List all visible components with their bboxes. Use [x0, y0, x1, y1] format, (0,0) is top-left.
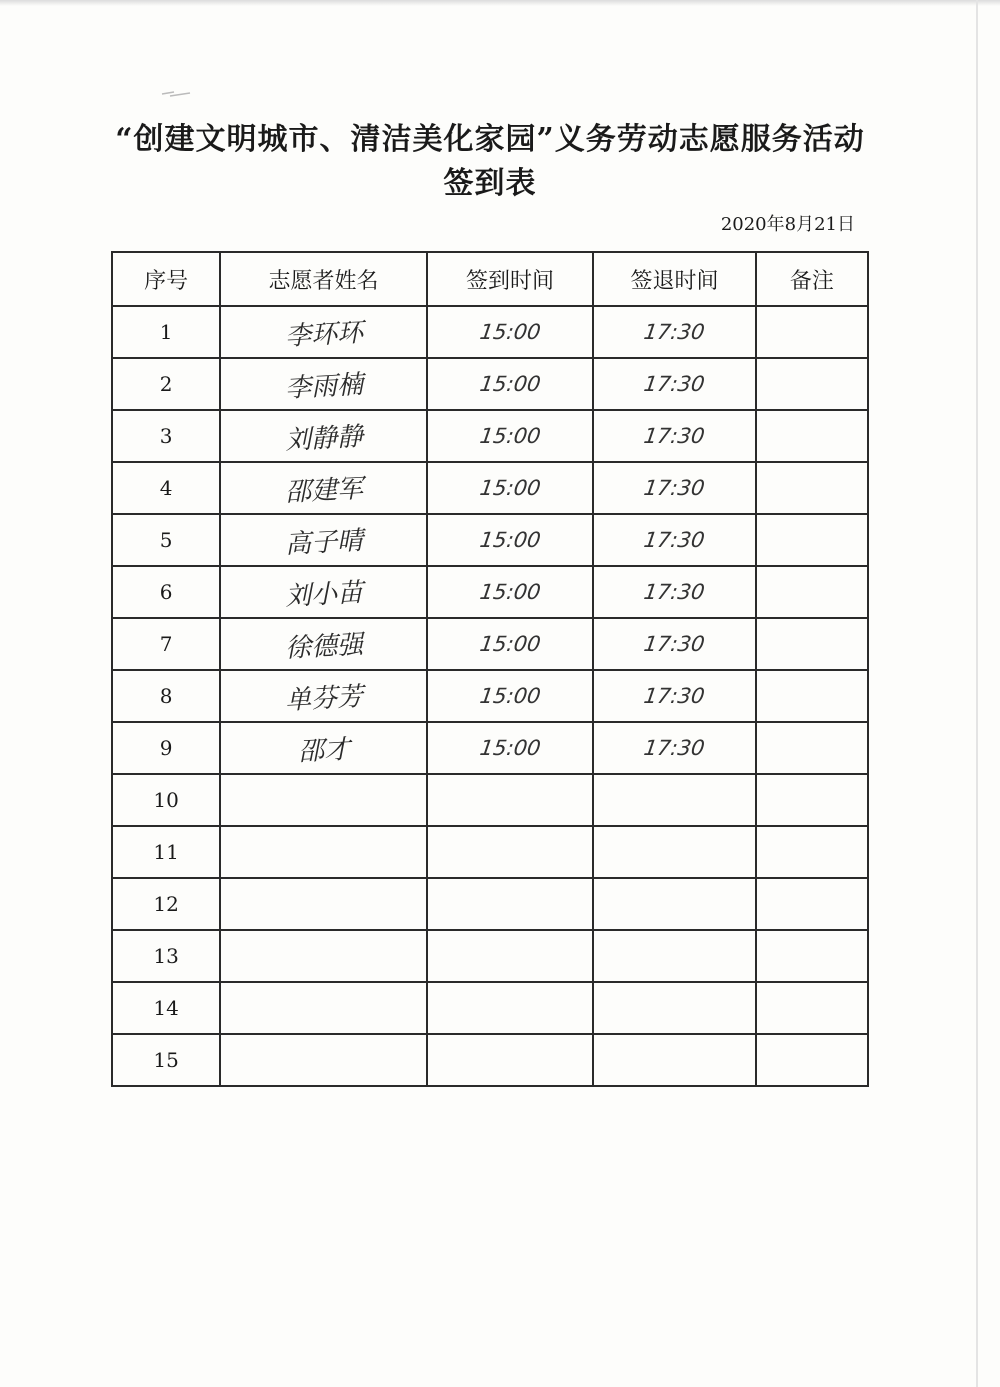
header-number: 序号: [112, 252, 220, 306]
table-header-row: [112, 252, 868, 306]
volunteer-name-signature: [220, 358, 427, 410]
sign-in-time: [427, 410, 593, 462]
sign-out-time: [593, 670, 755, 722]
sign-in-time-text: 15:00: [478, 632, 542, 656]
sign-out-time: [593, 826, 755, 878]
volunteer-name-signature: [220, 722, 427, 774]
row-number: 5: [112, 514, 220, 566]
sign-in-time: [427, 774, 593, 826]
sign-in-time-text: 15:00: [478, 528, 542, 552]
volunteer-name-signature-text: 刘静静: [283, 421, 364, 456]
sign-out-time-text: 17:30: [642, 372, 707, 396]
volunteer-name-signature: [220, 566, 427, 618]
volunteer-name-signature: [220, 410, 427, 462]
sign-out-time: [593, 618, 755, 670]
volunteer-name-signature: [220, 306, 427, 358]
sign-in-time-text: 15:00: [478, 320, 542, 344]
sign-in-time: [427, 722, 593, 774]
remarks-cell: [756, 774, 868, 826]
sign-in-time: [427, 618, 593, 670]
row-number: 10: [112, 774, 220, 826]
table-row: [112, 774, 868, 826]
volunteer-name-signature: [220, 774, 427, 826]
sign-out-time: [593, 774, 755, 826]
remarks-cell: [756, 826, 868, 878]
table-row: [112, 982, 868, 1034]
volunteer-name-signature: [220, 1034, 427, 1086]
table-row: [112, 410, 868, 462]
table-row: [112, 462, 868, 514]
volunteer-name-signature-text: 邵建军: [283, 473, 364, 508]
sign-in-table: [111, 251, 869, 1087]
remarks-cell: [756, 1034, 868, 1086]
row-number: 6: [112, 566, 220, 618]
document-date: 2020年8月21日: [720, 214, 855, 235]
sign-out-time-text: 17:30: [642, 424, 707, 448]
volunteer-name-signature-text: 邵才: [296, 734, 351, 767]
table-row: [112, 930, 868, 982]
volunteer-name-signature-text: 高子晴: [283, 525, 364, 560]
remarks-cell: [756, 410, 868, 462]
volunteer-name-signature-text: 刘小苗: [283, 577, 364, 612]
volunteer-name-signature: [220, 462, 427, 514]
sign-in-time-text: 15:00: [478, 736, 542, 760]
sign-in-time-text: 15:00: [478, 684, 542, 708]
sign-in-time: [427, 358, 593, 410]
sign-out-time-text: 17:30: [642, 632, 707, 656]
sign-out-time: [593, 358, 755, 410]
table-row: [112, 878, 868, 930]
volunteer-name-signature: [220, 930, 427, 982]
volunteer-name-signature: [220, 514, 427, 566]
sign-in-time-text: 15:00: [478, 424, 542, 448]
volunteer-name-signature: [220, 982, 427, 1034]
remarks-cell: [756, 670, 868, 722]
remarks-cell: [756, 306, 868, 358]
remarks-cell: [756, 982, 868, 1034]
sign-out-time-text: 17:30: [642, 528, 707, 552]
sign-in-time: [427, 670, 593, 722]
scan-mark: [160, 88, 198, 98]
row-number: 1: [112, 306, 220, 358]
volunteer-name-signature-text: 单芬芳: [283, 681, 364, 716]
remarks-cell: [756, 722, 868, 774]
remarks-cell: [756, 514, 868, 566]
remarks-cell: [756, 930, 868, 982]
sign-out-time: [593, 722, 755, 774]
volunteer-name-signature: [220, 618, 427, 670]
table-row: [112, 514, 868, 566]
sign-out-time: [593, 410, 755, 462]
remarks-cell: [756, 878, 868, 930]
sign-in-time: [427, 566, 593, 618]
row-number: 9: [112, 722, 220, 774]
volunteer-name-signature: [220, 826, 427, 878]
table-row: [112, 358, 868, 410]
remarks-cell: [756, 566, 868, 618]
table-row: [112, 566, 868, 618]
sign-out-time: [593, 566, 755, 618]
row-number: 8: [112, 670, 220, 722]
header-sign-in-time: 签到时间: [427, 252, 593, 306]
sign-in-time-text: 15:00: [478, 580, 542, 604]
sign-in-time: [427, 514, 593, 566]
row-number: 7: [112, 618, 220, 670]
volunteer-name-signature-text: 李雨楠: [283, 369, 364, 404]
sign-in-time: [427, 826, 593, 878]
row-number: 15: [112, 1034, 220, 1086]
sign-out-time-text: 17:30: [642, 320, 707, 344]
table-row: [112, 722, 868, 774]
row-number: 11: [112, 826, 220, 878]
sign-in-time: [427, 306, 593, 358]
header-remarks: 备注: [756, 252, 868, 306]
scan-edge-line: [976, 0, 978, 1387]
sign-out-time-text: 17:30: [642, 684, 707, 708]
row-number: 12: [112, 878, 220, 930]
sign-out-time: [593, 306, 755, 358]
remarks-cell: [756, 358, 868, 410]
table-row: [112, 306, 868, 358]
row-number: 2: [112, 358, 220, 410]
sign-out-time: [593, 878, 755, 930]
page-edge: [0, 0, 1000, 6]
table-row: [112, 826, 868, 878]
row-number: 4: [112, 462, 220, 514]
sign-in-time: [427, 1034, 593, 1086]
table-row: [112, 618, 868, 670]
row-number: 14: [112, 982, 220, 1034]
remarks-cell: [756, 618, 868, 670]
document-title: “创建文明城市、清洁美化家园”义务劳动志愿服务活动签到表: [115, 122, 865, 201]
sign-out-time: [593, 462, 755, 514]
sign-in-time-text: 15:00: [478, 372, 542, 396]
volunteer-name-signature: [220, 670, 427, 722]
volunteer-name-signature: [220, 878, 427, 930]
header-sign-out-time: 签退时间: [593, 252, 755, 306]
sign-out-time-text: 17:30: [642, 736, 707, 760]
sign-in-time-text: 15:00: [478, 476, 542, 500]
volunteer-name-signature-text: 徐德强: [283, 629, 364, 664]
sign-out-time-text: 17:30: [642, 476, 707, 500]
sign-in-time: [427, 982, 593, 1034]
volunteer-name-signature-text: 李环环: [283, 317, 364, 352]
sign-out-time: [593, 982, 755, 1034]
remarks-cell: [756, 462, 868, 514]
row-number: 3: [112, 410, 220, 462]
header-volunteer-name: 志愿者姓名: [220, 252, 427, 306]
sign-out-time: [593, 514, 755, 566]
sign-in-time: [427, 930, 593, 982]
sign-out-time: [593, 1034, 755, 1086]
table-row: [112, 670, 868, 722]
row-number: 13: [112, 930, 220, 982]
table-row: [112, 1034, 868, 1086]
sign-in-time: [427, 878, 593, 930]
sign-in-time: [427, 462, 593, 514]
sign-out-time-text: 17:30: [642, 580, 707, 604]
sign-out-time: [593, 930, 755, 982]
